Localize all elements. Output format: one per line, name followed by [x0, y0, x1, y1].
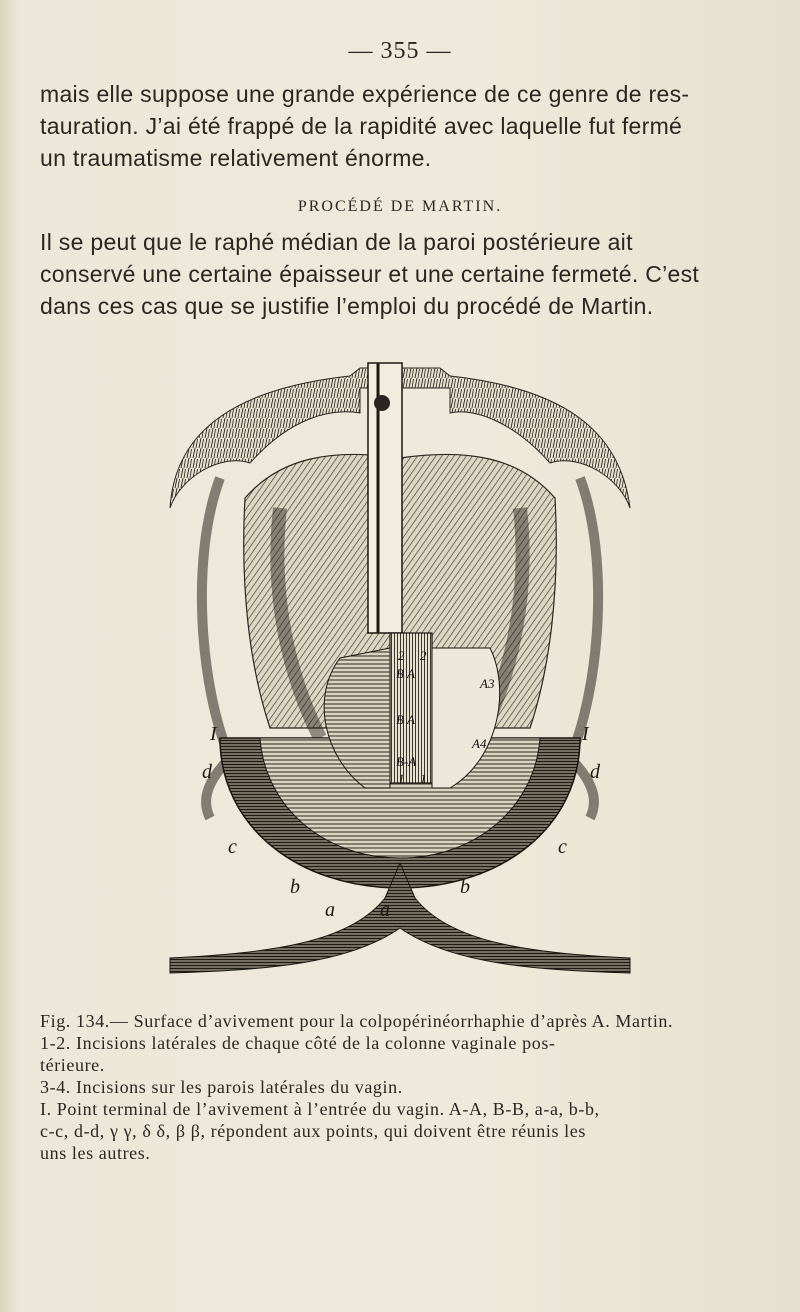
caption-title: Fig. 134.— Surface d’avivement pour la colpopérinéorrhaphie d’après A. Martin. — [40, 1011, 674, 1031]
label-right-a: a — [380, 899, 390, 921]
caption-line: uns les autres. — [40, 1143, 151, 1163]
label-left-c: c — [228, 836, 237, 858]
label-1: 1 — [398, 771, 405, 786]
label-1b: 1 — [420, 771, 427, 786]
text-line: mais elle suppose une grande expérience de ce genre de res- — [40, 81, 690, 107]
label-left-b: b — [290, 876, 300, 898]
text-line: tauration. J’ai été frappé de la rapidité avec laquelle fut fermé — [40, 113, 683, 139]
label-BA-1: B A — [396, 666, 415, 681]
caption-line: I. Point terminal de l’avivement à l’entrée du vagin. A-A, B-B, a-a, b-b, — [40, 1099, 600, 1119]
caption-line: 3-4. Incisions sur les parois latérales du vagin. — [40, 1077, 403, 1097]
lower-skin — [170, 863, 630, 973]
label-2b: 2 — [420, 648, 427, 663]
paragraph-martin — [40, 226, 760, 322]
figure-caption — [40, 1010, 770, 1164]
label-BA-3: B-A — [396, 754, 417, 769]
label-right-b: b — [460, 876, 470, 898]
text-line: un traumatisme relativement énorme. — [40, 145, 432, 171]
label-right-c: c — [558, 836, 567, 858]
figure-engraving — [150, 358, 650, 983]
text-line: Il se peut que le raphé médian de la paroi postérieure ait — [40, 229, 633, 255]
label-right-d: d — [590, 761, 600, 783]
caption-line: térieure. — [40, 1055, 105, 1075]
label-right-I: I — [582, 723, 589, 745]
caption-line: c-c, d-d, γ γ, δ δ, β β, répondent aux points, qui doivent être réunis les — [40, 1121, 586, 1141]
label-BA-2: B A — [396, 712, 415, 727]
retractor-screw — [374, 395, 390, 411]
anatomical-figure — [150, 358, 650, 983]
label-A3: A3 — [480, 676, 495, 691]
text-line: conservé une certaine épaisseur et une certaine fermeté. C’est — [40, 261, 700, 287]
caption-line: 1-2. Incisions latérales de chaque côté de la colonne vaginale pos- — [40, 1033, 556, 1053]
label-left-a: a — [325, 899, 335, 921]
label-A4: A4 — [472, 736, 487, 751]
section-heading: PROCÉDÉ DE MARTIN. — [297, 198, 503, 215]
text-line: dans ces cas que se justifie l’emploi du procédé de Martin. — [40, 293, 654, 319]
label-left-d: d — [202, 761, 212, 783]
label-left-I: I — [210, 723, 217, 745]
paragraph-continuation — [40, 78, 760, 174]
page-number: — 355 — — [348, 38, 452, 64]
label-2: 2 — [398, 648, 405, 663]
